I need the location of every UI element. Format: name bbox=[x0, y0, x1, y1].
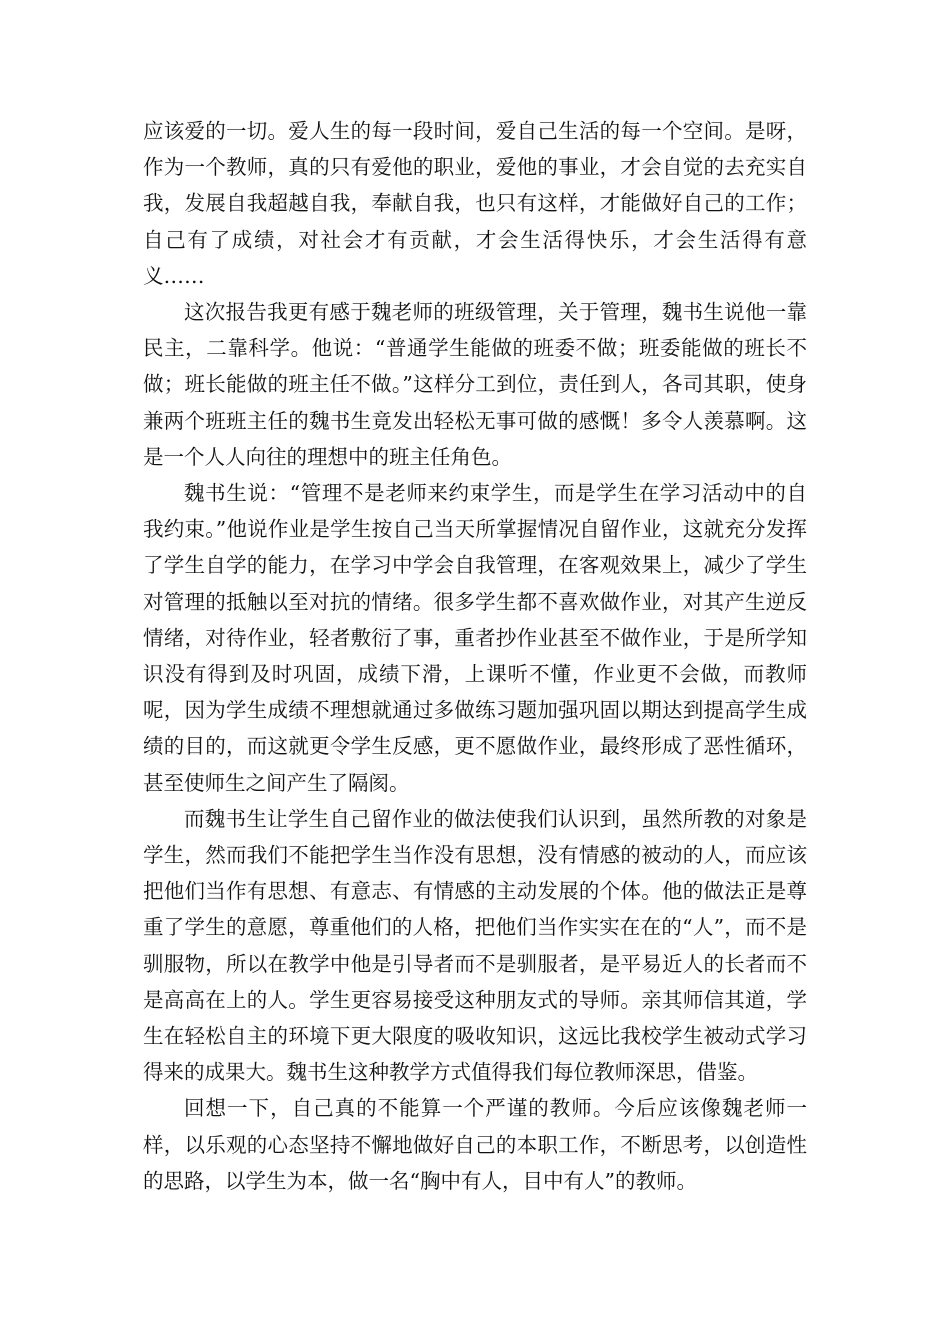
paragraph-self-discipline: 魏书生说：“管理不是老师来约束学生，而是学生在学习活动中的自我约束。”他说作业是学生按自己当天所掌握情况自留作业，这就充分发挥了学生自学的能力，在学习中学会自我管理，在客观效果上，减少了学生对管理的抵触以至对抗的情绪。很多学生都不喜欢做作业，对其产生逆反情绪，对待作业，轻者敷衍了事，重者抄作业甚至不做作业，于是所学知识没有得到及时巩固，成绩下滑，上课听不懂，作业更不会做，而教师呢，因为学生成绩不理想就通过多做练习题加强巩固以期达到提高学生成绩的目的，而这就更令学生反感，更不愿做作业，最终形成了恶性循环，甚至使师生之间产生了隔阂。 bbox=[143, 481, 807, 795]
paragraph-self-assigned-homework: 而魏书生让学生自己留作业的做法使我们认识到，虽然所教的对象是学生，然而我们不能把学生当作没有思想，没有情感的被动的人，而应该把他们当作有思想、有意志、有情感的主动发展的个体。他的做法正是尊重了学生的意愿，尊重他们的人格，把他们当作实实在在的“人”，而不是驯服物，所以在教学中他是引导者而不是驯服者，是平易近人的长者而不是高高在上的人。学生更容易接受这种朋友式的导师。亲其师信其道，学生在轻松自主的环境下更大限度的吸收知识，这远比我校学生被动式学习得来的成果大。魏书生这种教学方式值得我们每位教师深思，借鉴。 bbox=[143, 806, 807, 1085]
paragraph-class-management: 这次报告我更有感于魏老师的班级管理，关于管理，魏书生说他一靠民主，二靠科学。他说：“普通学生能做的班委不做；班委能做的班长不做；班长能做的班主任不做。”这样分工到位，责任到人，各司其职，使身兼两个班班主任的魏书生竟发出轻松无事可做的感慨！多令人羡慕啊。这是一个人人向往的理想中的班主任角色。 bbox=[143, 300, 807, 469]
paragraph-continuation: 应该爱的一切。爱人生的每一段时间，爱自己生活的每一个空间。是呀，作为一个教师，真的只有爱他的职业，爱他的事业，才会自觉的去充实自我，发展自我超越自我，奉献自我，也只有这样，才能做好自己的工作；自己有了成绩，对社会才有贡献，才会生活得快乐，才会生活得有意义…… bbox=[143, 119, 807, 288]
body-text bbox=[143, 113, 807, 1199]
paragraph-reflection: 回想一下，自己真的不能算一个严谨的教师。今后应该像魏老师一样，以乐观的心态坚持不懈地做好自己的本职工作，不断思考，以创造性的思路，以学生为本，做一名“胸中有人，目中有人”的教师。 bbox=[143, 1096, 807, 1193]
